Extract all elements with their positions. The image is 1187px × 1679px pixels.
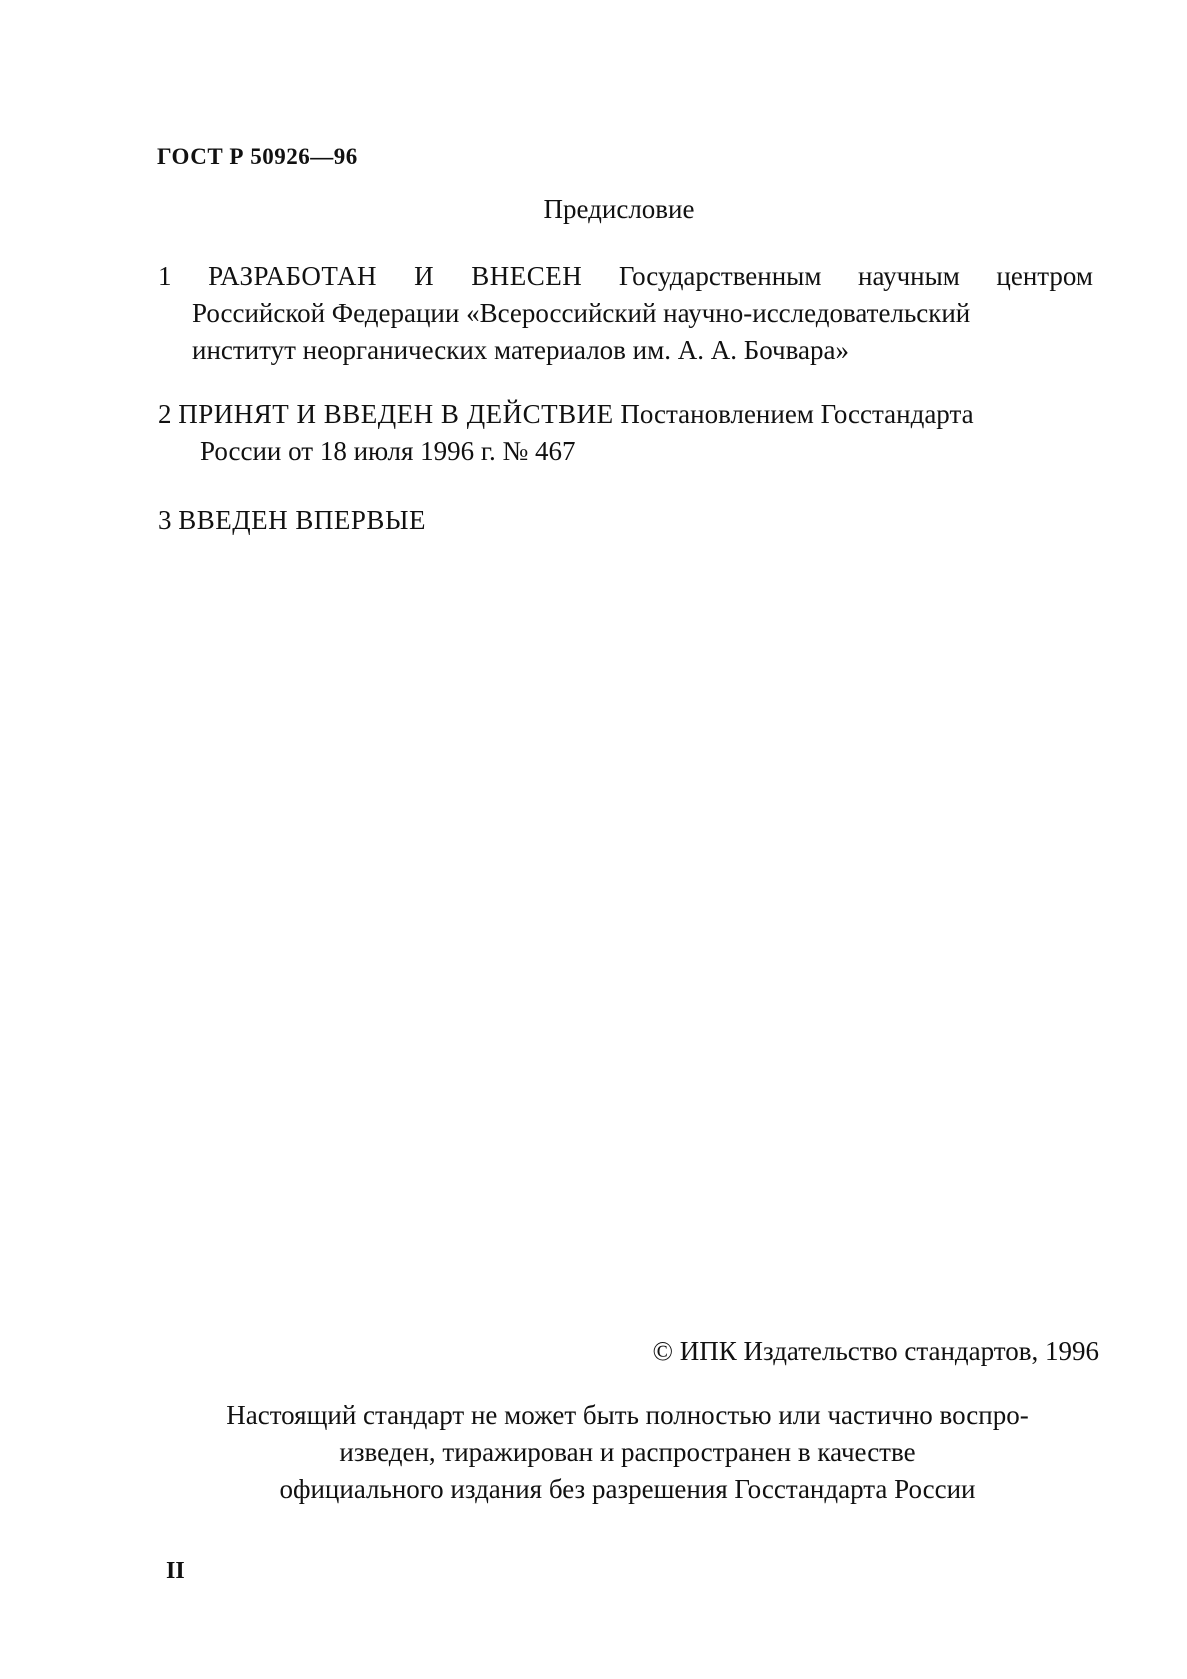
page-number: II [166,1558,185,1584]
preface-item-1 [158,258,1093,369]
document-code: ГОСТ Р 50926—96 [157,144,358,169]
preface-item-2-line-2: России от 18 июля 1996 г. № 467 [200,436,576,466]
preface-item-caps: ВВЕДЕН ВПЕРВЫЕ [178,505,426,535]
preface-item-1-line-3: институт неорганических материалов им. А. А. Бочвара» [192,335,849,365]
page-title: Предисловие [543,194,695,224]
preface-item-1-line-1 [158,258,1093,295]
preface-item-caps: ПРИНЯТ И ВВЕДЕН В ДЕЙСТВИЕ [178,399,614,429]
preface-item-2-line-1 [158,396,1093,433]
preface-item-number: 3 [158,505,172,535]
reproduction-notice-line-1: Настоящий стандарт не может быть полностью или частично воспро- [226,1400,1029,1430]
preface-item-number: 1 [158,261,172,291]
reproduction-notice [160,1397,1095,1508]
preface-item-1-line-2: Российской Федерации «Всероссийский научно-исследовательский [192,298,971,328]
preface-item-3-line-1 [158,502,1093,539]
preface-item-number: 2 [158,399,172,429]
preface-item-caps: РАЗРАБОТАН И ВНЕСЕН [208,261,583,291]
preface-item-2 [158,396,1093,470]
preface-item-text: Государственным научным центром [618,261,1094,291]
reproduction-notice-line-3: официального издания без разрешения Госстандарта России [279,1474,976,1504]
preface-item-3 [158,502,1093,539]
reproduction-notice-line-2: изведен, тиражирован и распространен в качестве [339,1437,916,1467]
preface-item-text: Постановлением Госстандарта [620,399,974,429]
copyright-notice: © ИПК Издательство стандартов, 1996 [652,1336,1099,1366]
